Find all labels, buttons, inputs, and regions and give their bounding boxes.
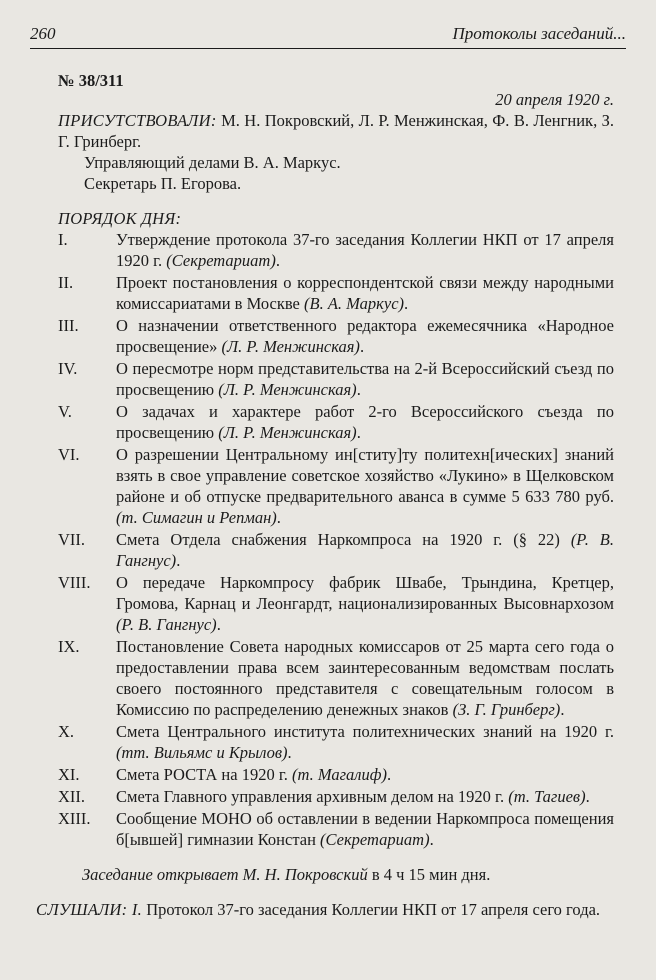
agenda-item-speaker: (т. Тагиев) [508,787,586,806]
agenda-item-text [116,272,614,314]
agenda-item-number: VIII. [58,573,91,592]
agenda-item-number: V. [58,402,72,421]
agenda-item-end: . [275,251,280,270]
agenda-item-title: О назначении ответственного редактора ежемесячника «Народное просвещение» [116,316,614,356]
agenda-item-speaker: (Л. Р. Менжинская) [218,423,357,442]
opening-italic: Заседание открывает М. Н. Покровский [82,865,368,884]
heard-text: Протокол 37-го заседания Коллегии НКП от 17 апреля сего года. [142,900,601,919]
agenda-item-number: III. [58,316,79,335]
agenda-item-text [116,401,614,443]
heard-section [36,899,614,920]
agenda-item-end: . [560,700,565,719]
agenda-item-title: Смета Отдела снабжения Наркомпроса на 1920 г. (§ 22) [116,530,571,549]
agenda-item-title: Смета Центрального института политехнических знаний на 1920 г. [116,722,614,741]
agenda-item-number: IV. [58,359,78,378]
agenda-item-title: Проект постановления о корреспондентской связи между народными комиссариатами в Москве [116,273,614,313]
attendees [58,110,614,152]
agenda-item-title: Постановление Совета народных комиссаров от 25 марта сего года о предоставлении права всем заинтересованным ведомствам послать своего постоянного представителя с совещательным голосом в Комиссию по распределению денежных знаков [116,637,614,719]
agenda-item-speaker: (тт. Вильямс и Крылов) [116,743,288,762]
opening-line [58,864,614,885]
agenda-item-number: XI. [58,765,80,784]
page-number: 260 [30,24,56,43]
heard-label: СЛУШАЛИ: I. [36,900,143,919]
attendees-list: М. Н. Покровский, Л. Р. Менжинская, Ф. В. Ленгник, З. Г. Гринберг. [58,111,614,151]
agenda-item-text [116,444,614,528]
agenda-item-text [116,636,614,720]
agenda-item-number: IX. [58,637,80,656]
manager-line: Управляющий делами В. А. Маркус. [84,153,341,172]
agenda-item-number: XII. [58,787,86,806]
agenda-item [58,401,614,443]
agenda-item-title: О задачах и характере работ 2-го Всероссийского съезда по просвещению [116,402,614,442]
agenda-item-speaker: (Р. В. Гангнус) [116,615,217,634]
agenda-item-speaker: (Секретариат) [166,251,276,270]
agenda-item-end: . [176,551,181,570]
agenda-item-number: VI. [58,445,80,464]
agenda-title: ПОРЯДОК ДНЯ: [58,209,182,228]
document-body [36,70,614,920]
agenda-item-end: . [429,830,434,849]
agenda-item-end: . [404,294,409,313]
agenda-item-speaker: (Р. В. Гангнус) [116,530,614,570]
running-head: Протоколы заседаний... [452,24,626,43]
agenda-item-end: . [216,615,221,634]
agenda-item [58,572,614,635]
agenda-item-speaker: (В. А. Маркус) [304,294,405,313]
agenda-item-text [116,764,614,785]
agenda-item-text [116,808,614,850]
attendees-label: ПРИСУТСТВОВАЛИ: [58,111,217,130]
agenda-item-end: . [356,423,361,442]
agenda-item [58,229,614,271]
secretary-line: Секретарь П. Егорова. [84,174,242,193]
agenda-item-text [116,721,614,763]
agenda-item [58,444,614,528]
agenda-item-speaker: (Секретариат) [320,830,430,849]
agenda-item-number: I. [58,230,68,249]
agenda-item-title: Утверждение протокола 37-го заседания Коллегии НКП от 17 апреля 1920 г. [116,230,614,270]
agenda-item [58,764,614,785]
agenda-item-number: X. [58,722,75,741]
agenda-item-number: VII. [58,530,86,549]
document-date: 20 апреля 1920 г. [495,90,614,109]
agenda-item-end: . [386,765,392,784]
agenda-item-text [116,358,614,400]
agenda-item-title: Сообщение МОНО об оставлении в ведении Наркомпроса помещения б[ывшей] гимназии Констан [116,809,614,849]
agenda-item-text [116,315,614,357]
agenda-item-number: II. [58,273,74,292]
agenda-item-text [116,529,614,571]
page-header [30,22,626,49]
agenda-item-end: . [287,743,292,762]
agenda-item-end: . [585,787,590,806]
agenda-item-title: О передаче Наркомпросу фабрик Швабе, Трындина, Кретцер, Громова, Карнац и Леонгардт, национализированных Высовнархозом [116,573,614,613]
agenda-item-title: О пересмотре норм представительства на 2-й Всероссийский съезд по просвещению [116,359,614,399]
agenda-item [58,721,614,763]
agenda-item-speaker: (Л. Р. Менжинская) [218,380,357,399]
agenda-list [58,229,614,850]
agenda-item [58,636,614,720]
agenda-item [58,315,614,357]
agenda-item [58,786,614,807]
agenda-item-text [116,572,614,635]
agenda-item-speaker: (З. Г. Гринберг) [452,700,561,719]
agenda-item-end: . [276,508,281,527]
agenda-item [58,808,614,850]
agenda-item-text [116,786,614,807]
agenda-item-title: Смета РОСТА на 1920 г. [116,765,292,784]
document-number: № 38/311 [58,71,124,90]
agenda-item [58,529,614,571]
agenda-item-speaker: (Л. Р. Менжинская) [221,337,360,356]
agenda-item [58,272,614,314]
agenda-item-end: . [356,380,361,399]
opening-time: в 4 ч 15 мин дня. [367,865,491,884]
agenda-item [58,358,614,400]
agenda-item-speaker: (т. Симагин и Репман) [116,508,277,527]
agenda-item-title: О разрешении Центральному ин[ститу]ту политехн[ических] знаний взять в свое управление советское хозяйство «Лукино» в Щелковском районе и об отпуске предварительного аванса в сумме 5 633 780 руб. [116,445,614,506]
agenda-item-number: XIII. [58,809,91,828]
agenda-item-end: . [359,337,365,356]
agenda-item-speaker: (т. Магалиф) [292,765,387,784]
agenda-item-text [116,229,614,271]
agenda-item-title: Смета Главного управления архивным делом на 1920 г. [116,787,509,806]
